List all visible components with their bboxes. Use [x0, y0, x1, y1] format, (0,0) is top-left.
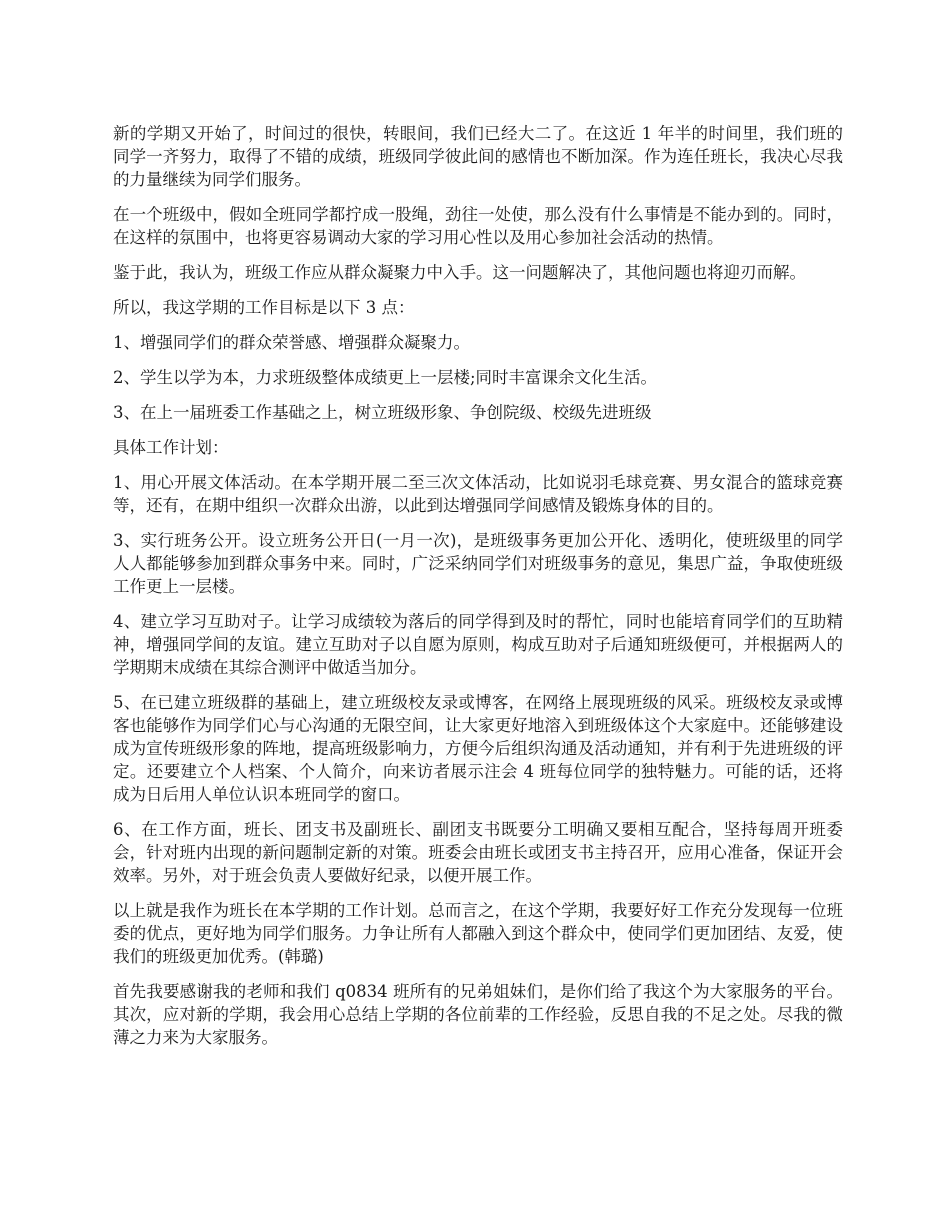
paragraph-summary: 以上就是我作为班长在本学期的工作计划。总而言之，在这个学期，我要好好工作充分发现每一位班委的优点，更好地为同学们服务。力争让所有人都融入到这个群众中，使同学们更加团结、友爱，使我们的班级更加优秀。(韩璐) — [113, 901, 843, 966]
document-body — [113, 122, 843, 1061]
paragraph-goals-intro: 所以，我这学期的工作目标是以下 3 点： — [113, 298, 415, 317]
plan-item-3: 3、实行班务公开。设立班务公开日(一月一次)，是班级事务更加公开化、透明化，使班级里的同学人人都能够参加到群众事务中来。同时，广泛采纳同学们对班级事务的意见，集思广益，争取使班级工作更上一层楼。 — [113, 531, 843, 596]
paragraph-cohesion: 鉴于此，我认为，班级工作应从群众凝聚力中入手。这一问题解决了，其他问题也将迎刃而解。 — [113, 263, 806, 282]
plan-item-6: 6、在工作方面，班长、团支书及副班长、副团支书既要分工明确又要相互配合，坚持每周开班委会，针对班内出现的新问题制定新的对策。班委会由班长或团支书主持召开，应用心准备，保证开会效率。另外，对于班会负责人要做好纪录，以便开展工作。 — [113, 820, 843, 885]
paragraph-thanks: 首先我要感谢我的老师和我们 q0834 班所有的兄弟姐妹们，是你们给了我这个为大家服务的平台。其次，应对新的学期，我会用心总结上学期的各位前辈的工作经验，反思自我的不足之处。尽我的微薄之力来为大家服务。 — [113, 982, 843, 1047]
goal-item-1: 1、增强同学们的群众荣誉感、增强群众凝聚力。 — [113, 333, 470, 352]
goal-item-2: 2、学生以学为本，力求班级整体成绩更上一层楼;同时丰富课余文化生活。 — [113, 368, 658, 387]
plan-item-4: 4、建立学习互助对子。让学习成绩较为落后的同学得到及时的帮忙，同时也能培育同学们的互助精神，增强同学间的友谊。建立互助对子以自愿为原则，构成互助对子后通知班级便可，并根据两人的学期期末成绩在其综合测评中做适当加分。 — [113, 612, 843, 677]
plan-heading: 具体工作计划： — [113, 438, 229, 457]
paragraph-class-unity: 在一个班级中，假如全班同学都拧成一股绳，劲往一处使，那么没有什么事情是不能办到的。同时，在这样的氛围中，也将更容易调动大家的学习用心性以及用心参加社会活动的热情。 — [113, 205, 843, 247]
paragraph-intro: 新的学期又开始了，时间过的很快，转眼间，我们已经大二了。在这近 1 年半的时间里，我们班的同学一齐努力，取得了不错的成绩，班级同学彼此间的感情也不断加深。作为连任班长，我决心尽我的力量继续为同学们服务。 — [113, 124, 843, 189]
plan-item-5: 5、在已建立班级群的基础上，建立班级校友录或博客，在网络上展现班级的风采。班级校友录或博客也能够作为同学们心与心沟通的无限空间，让大家更好地溶入到班级体这个大家庭中。还能够建设成为宣传班级形象的阵地，提高班级影响力，方便今后组织沟通及活动通知，并有利于先进班级的评定。还要建立个人档案、个人简介，向来访者展示注会 4 班每位同学的独特魅力。可能的话，还将成为日后用人单位认识本班同学的窗口。 — [113, 693, 843, 804]
plan-item-1: 1、用心开展文体活动。在本学期开展二至三次文体活动，比如说羽毛球竞赛、男女混合的篮球竞赛等，还有，在期中组织一次群众出游，以此到达增强同学间感情及锻炼身体的目的。 — [113, 473, 843, 515]
goal-item-3: 3、在上一届班委工作基础之上，树立班级形象、争创院级、校级先进班级 — [113, 403, 652, 422]
